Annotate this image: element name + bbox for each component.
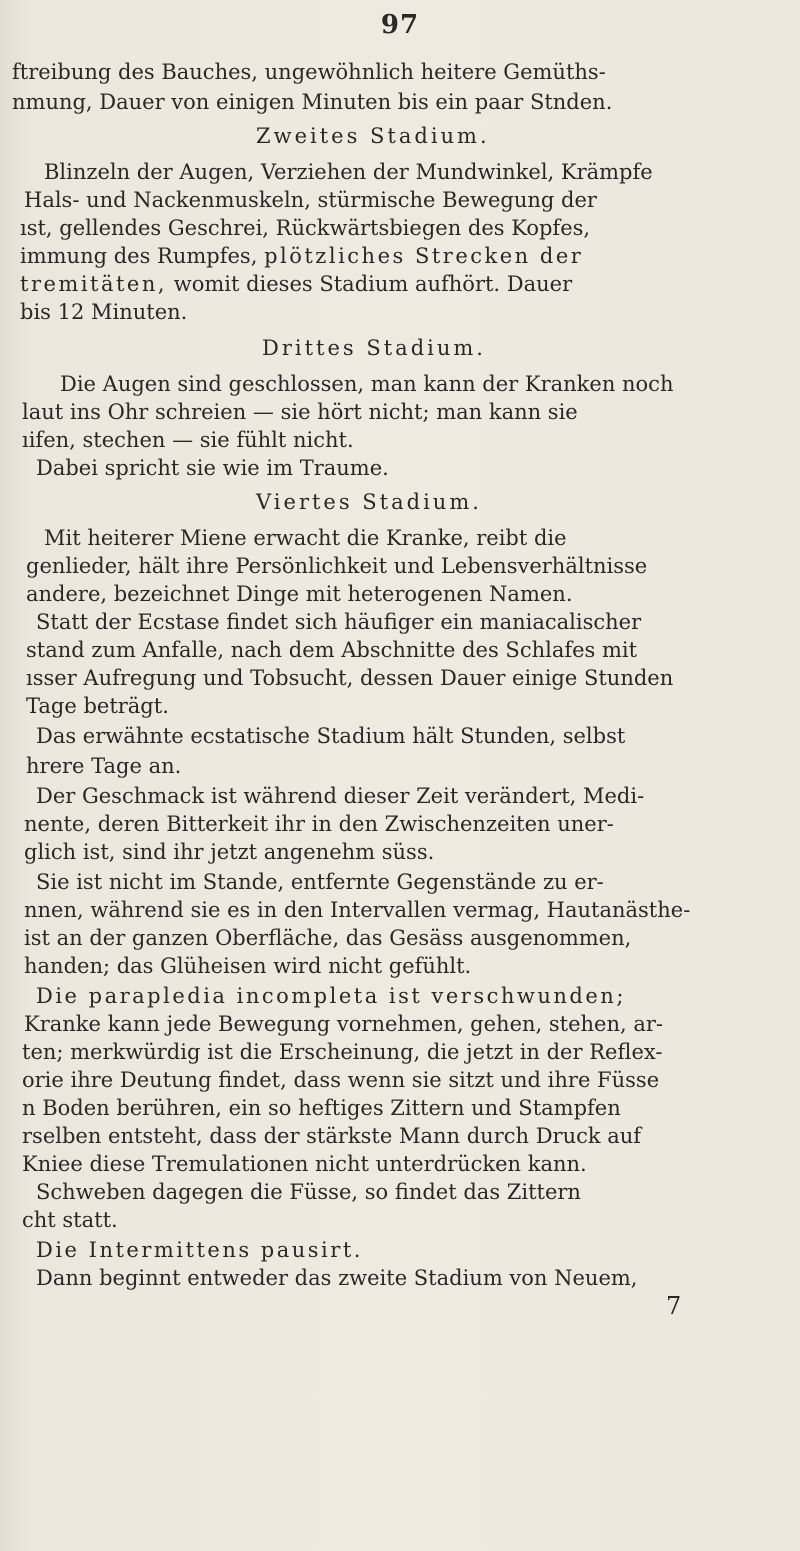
text-line: laut ins Ohr schreien — sie hört nicht; man kann sie [22,400,578,424]
text-line: Blinzeln der Augen, Verziehen der Mundwinkel, Krämpfe [44,160,653,184]
text-line: Die Intermittens pausirt. [36,1238,363,1262]
text-line: Dann beginnt entweder das zweite Stadium von Neuem, [36,1266,638,1290]
text-line: immung des Rumpfes, plötzliches Strecken der [20,244,584,268]
text-line: Tage beträgt. [26,694,169,718]
text-line: nente, deren Bitterkeit ihr in den Zwischenzeiten uner- [24,812,614,836]
section-heading: Zweites Stadium. [256,124,490,148]
text-line: Sie ist nicht im Stande, entfernte Gegenstände zu er- [36,870,604,894]
text-line: nnen, während sie es in den Intervallen vermag, Hautanästhe- [24,898,691,922]
text-line: Das erwähnte ecstatische Stadium hält Stunden, selbst [36,724,626,748]
text-line: ıst, gellendes Geschrei, Rückwärtsbiegen des Kopfes, [20,216,591,240]
text-line: glich ist, sind ihr jetzt angenehm süss. [24,840,435,864]
signature-mark: 7 [666,1292,682,1320]
text-line: hrere Tage an. [26,754,182,778]
text-line: ıifen, stechen — sie fühlt nicht. [22,428,354,452]
text-line: handen; das Glüheisen wird nicht gefühlt. [24,954,472,978]
text-line: Die Augen sind geschlossen, man kann der Kranken noch [60,372,674,396]
section-heading: Drittes Stadium. [262,336,486,360]
text-line: orie ihre Deutung findet, dass wenn sie sitzt und ihre Füsse [22,1068,660,1092]
text-line: Statt der Ecstase findet sich häufiger ein maniacalischer [36,610,642,634]
text-line: andere, bezeichnet Dinge mit heterogenen Namen. [26,582,573,606]
text-line: Dabei spricht sie wie im Traume. [36,456,389,480]
text-line: Die parapledia incompleta ist verschwunden; [36,984,626,1008]
text-line: bis 12 Minuten. [20,300,188,324]
text-line: ist an der ganzen Oberfläche, das Gesäss ausgenommen, [24,926,632,950]
text-line: ısser Aufregung und Tobsucht, dessen Dauer einige Stunden [26,666,674,690]
text-line: Schweben dagegen die Füsse, so findet das Zittern [36,1180,581,1204]
text-line: tremitäten, womit dieses Stadium aufhört. Dauer [20,272,573,296]
text-line: nmung, Dauer von einigen Minuten bis ein paar Stnden. [12,90,613,114]
text-line: Mit heiterer Miene erwacht die Kranke, reibt die [44,526,567,550]
page-number: 97 [380,10,420,40]
text-line: Der Geschmack ist während dieser Zeit verändert, Medi- [36,784,645,808]
text-line: Hals- und Nackenmuskeln, stürmische Bewegung der [24,188,597,212]
text-line: genlieder, hält ihre Persönlichkeit und Lebensverhältnisse [26,554,648,578]
text-line: ten; merkwürdig ist die Erscheinung, die jetzt in der Reflex- [22,1040,663,1064]
text-line: n Boden berühren, ein so heftiges Zittern und Stampfen [22,1096,621,1120]
text-line: ftreibung des Bauches, ungewöhnlich heitere Gemüths- [12,60,606,84]
text-line: Kranke kann jede Bewegung vornehmen, gehen, stehen, ar- [24,1012,663,1036]
text-line: rselben entsteht, dass der stärkste Mann durch Druck auf [22,1124,642,1148]
text-line: stand zum Anfalle, nach dem Abschnitte des Schlafes mit [26,638,638,662]
section-heading: Viertes Stadium. [256,490,482,514]
text-line: Kniee diese Tremulationen nicht unterdrücken kann. [22,1152,587,1176]
text-line: cht statt. [22,1208,118,1232]
